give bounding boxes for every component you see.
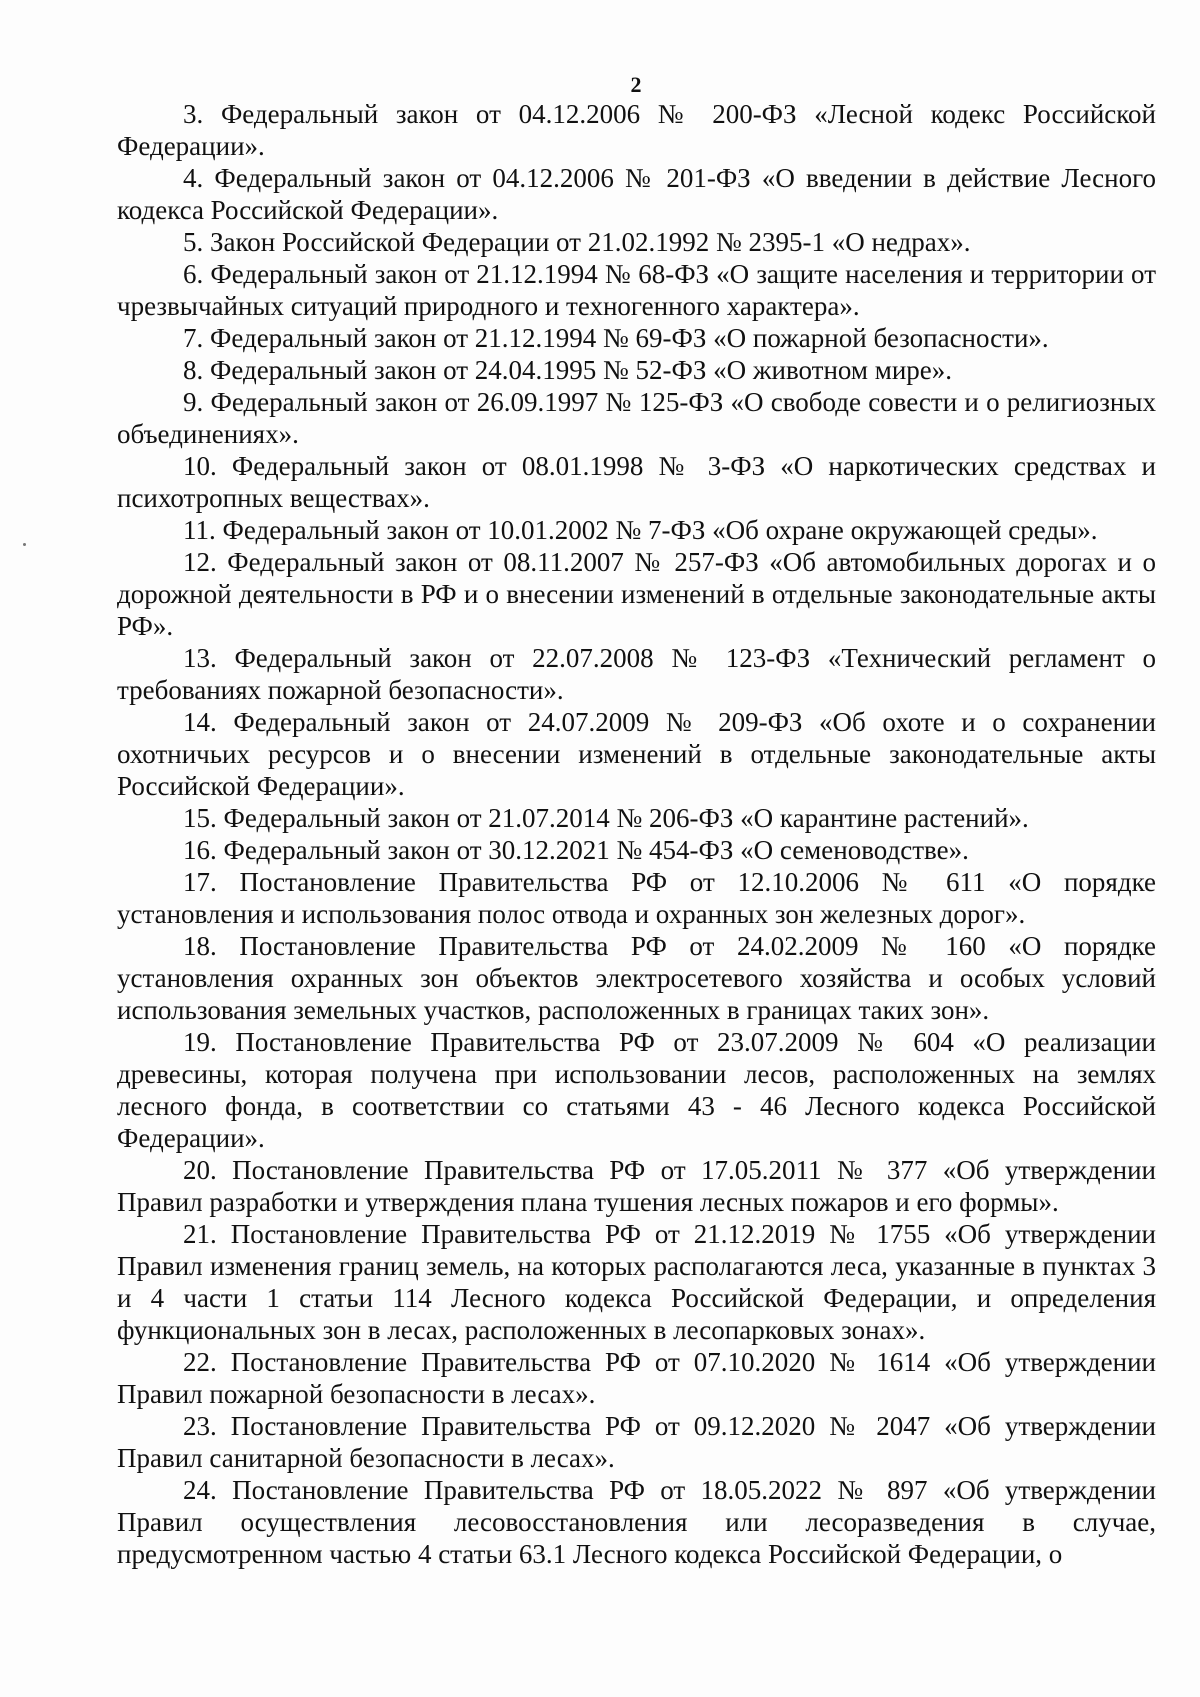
list-item: 8. Федеральный закон от 24.04.1995 № 52-ФЗ «О животном мире». [183, 355, 953, 385]
legal-acts-list [117, 98, 1156, 1570]
list-item: 9. Федеральный закон от 26.09.1997 № 125-ФЗ «О свободе совести и о религиозных объединениях». [117, 387, 1156, 449]
list-item: 16. Федеральный закон от 30.12.2021 № 454-ФЗ «О семеноводстве». [183, 835, 969, 865]
list-item: 21. Постановление Правительства РФ от 21.12.2019 № 1755 «Об утверждении Правил изменения границ земель, на которых располагаются леса, указанные в пунктах 3 и 4 части 1 статьи 114 Лесного кодекса Российской Федерации, и определения функциональных зон в лесах, расположенных в лесопарковых зонах». [117, 1219, 1156, 1345]
list-item: 24. Постановление Правительства РФ от 18.05.2022 № 897 «Об утверждении Правил осуществления лесовосстановления или лесоразведения в случае, предусмотренном частью 4 статьи 63.1 Лесного кодекса Российской Федерации, о [117, 1475, 1156, 1569]
list-item: 15. Федеральный закон от 21.07.2014 № 206-ФЗ «О карантине растений». [183, 803, 1029, 833]
list-item: 5. Закон Российской Федерации от 21.02.1992 № 2395-1 «О недрах». [183, 227, 971, 257]
scan-artifact-dot [23, 543, 26, 546]
list-item: 4. Федеральный закон от 04.12.2006 № 201-ФЗ «О введении в действие Лесного кодекса Российской Федерации». [117, 163, 1156, 225]
list-item: 12. Федеральный закон от 08.11.2007 № 257-ФЗ «Об автомобильных дорогах и о дорожной деятельности в РФ и о внесении изменений в отдельные законодательные акты РФ». [117, 547, 1156, 641]
page-number: 2 [630, 72, 642, 97]
list-item: 20. Постановление Правительства РФ от 17.05.2011 № 377 «Об утверждении Правил разработки и утверждения плана тушения лесных пожаров и его формы». [117, 1155, 1156, 1217]
list-item: 10. Федеральный закон от 08.01.1998 № 3-ФЗ «О наркотических средствах и психотропных веществах». [117, 451, 1156, 513]
list-item: 22. Постановление Правительства РФ от 07.10.2020 № 1614 «Об утверждении Правил пожарной безопасности в лесах». [117, 1347, 1156, 1409]
list-item: 6. Федеральный закон от 21.12.1994 № 68-ФЗ «О защите населения и территории от чрезвычайных ситуаций природного и техногенного характера». [117, 259, 1156, 321]
list-item: 19. Постановление Правительства РФ от 23.07.2009 № 604 «О реализации древесины, которая получена при использовании лесов, расположенных на землях лесного фонда, в соответствии со статьями 43 - 46 Лесного кодекса Российской Федерации». [117, 1027, 1156, 1153]
list-item: 17. Постановление Правительства РФ от 12.10.2006 № 611 «О порядке установления и использования полос отвода и охранных зон железных дорог». [117, 867, 1156, 929]
list-item: 13. Федеральный закон от 22.07.2008 № 123-ФЗ «Технический регламент о требованиях пожарной безопасности». [117, 643, 1156, 705]
list-item: 18. Постановление Правительства РФ от 24.02.2009 № 160 «О порядке установления охранных зон объектов электросетевого хозяйства и особых условий использования земельных участков, расположенных в границах таких зон». [117, 931, 1156, 1025]
list-item: 7. Федеральный закон от 21.12.1994 № 69-ФЗ «О пожарной безопасности». [183, 323, 1049, 353]
list-item: 23. Постановление Правительства РФ от 09.12.2020 № 2047 «Об утверждении Правил санитарной безопасности в лесах». [117, 1411, 1156, 1473]
list-item: 14. Федеральный закон от 24.07.2009 № 209-ФЗ «Об охоте и о сохранении охотничьих ресурсов и о внесении изменений в отдельные законодательные акты Российской Федерации». [117, 707, 1156, 801]
list-item: 11. Федеральный закон от 10.01.2002 № 7-ФЗ «Об охране окружающей среды». [183, 515, 1098, 545]
list-item: 3. Федеральный закон от 04.12.2006 № 200-ФЗ «Лесной кодекс Российской Федерации». [117, 99, 1156, 161]
